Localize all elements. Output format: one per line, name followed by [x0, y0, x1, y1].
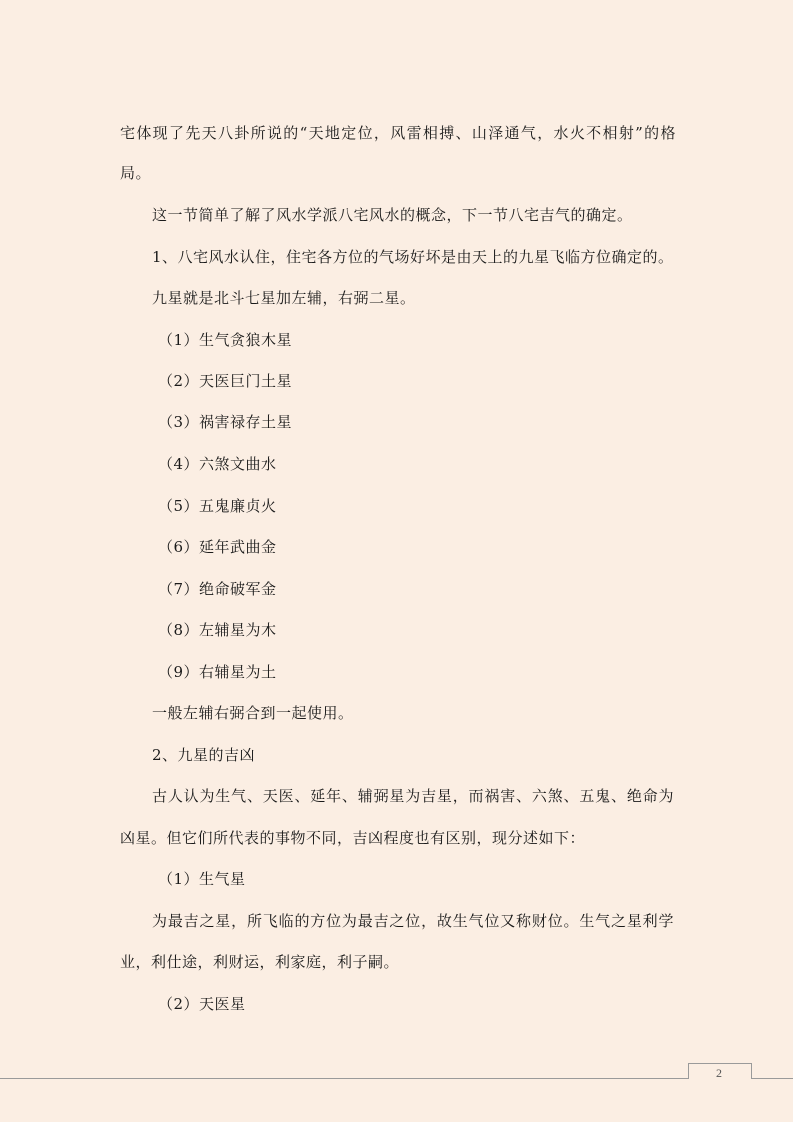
list-item: （5）五鬼廉贞火 [158, 497, 277, 515]
list-item: （2）天医星 [158, 995, 246, 1013]
paragraph-line: 宅体现了先天八卦所说的“天地定位，风雷相搏、山泽通气，水火不相射”的格 [120, 124, 676, 142]
list-item: （3）祸害禄存土星 [158, 413, 293, 431]
paragraph-line: 这一节简单了解了风水学派八宅风水的概念，下一节八宅吉气的确定。 [152, 206, 633, 224]
paragraph-line: 1、八宅风水认住，住宅各方位的气场好坏是由天上的九星飞临方位确定的。 [152, 248, 674, 266]
list-item: （8）左辅星为木 [158, 621, 277, 639]
paragraph-line: 局。 [120, 164, 152, 182]
list-item: （6）延年武曲金 [158, 538, 277, 556]
paragraph-line: 业，利仕途，利财运，利家庭，利子嗣。 [120, 953, 400, 971]
paragraph-line: 九星就是北斗七星加左辅，右弼二星。 [152, 289, 416, 307]
list-item: （1）生气星 [158, 870, 246, 888]
footer-rule [0, 1078, 793, 1079]
paragraph-line: 古人认为生气、天医、延年、辅弼星为吉星，而祸害、六煞、五鬼、绝命为 [152, 787, 674, 805]
list-item: （4）六煞文曲水 [158, 455, 277, 473]
paragraph-line: 凶星。但它们所代表的事物不同，吉凶程度也有区别，现分述如下： [120, 829, 586, 847]
paragraph-line: 一般左辅右弼合到一起使用。 [152, 704, 354, 722]
list-item: （9）右辅星为土 [158, 663, 277, 681]
section-heading: 2、九星的吉凶 [152, 746, 256, 764]
list-item: （7）绝命破军金 [158, 580, 277, 598]
list-item: （2）天医巨门土星 [158, 372, 293, 390]
list-item: （1）生气贪狼木星 [158, 331, 293, 349]
paragraph-line: 为最吉之星，所飞临的方位为最吉之位，故生气位又称财位。生气之星利学 [152, 912, 674, 930]
page-number: 2 [716, 1066, 722, 1080]
